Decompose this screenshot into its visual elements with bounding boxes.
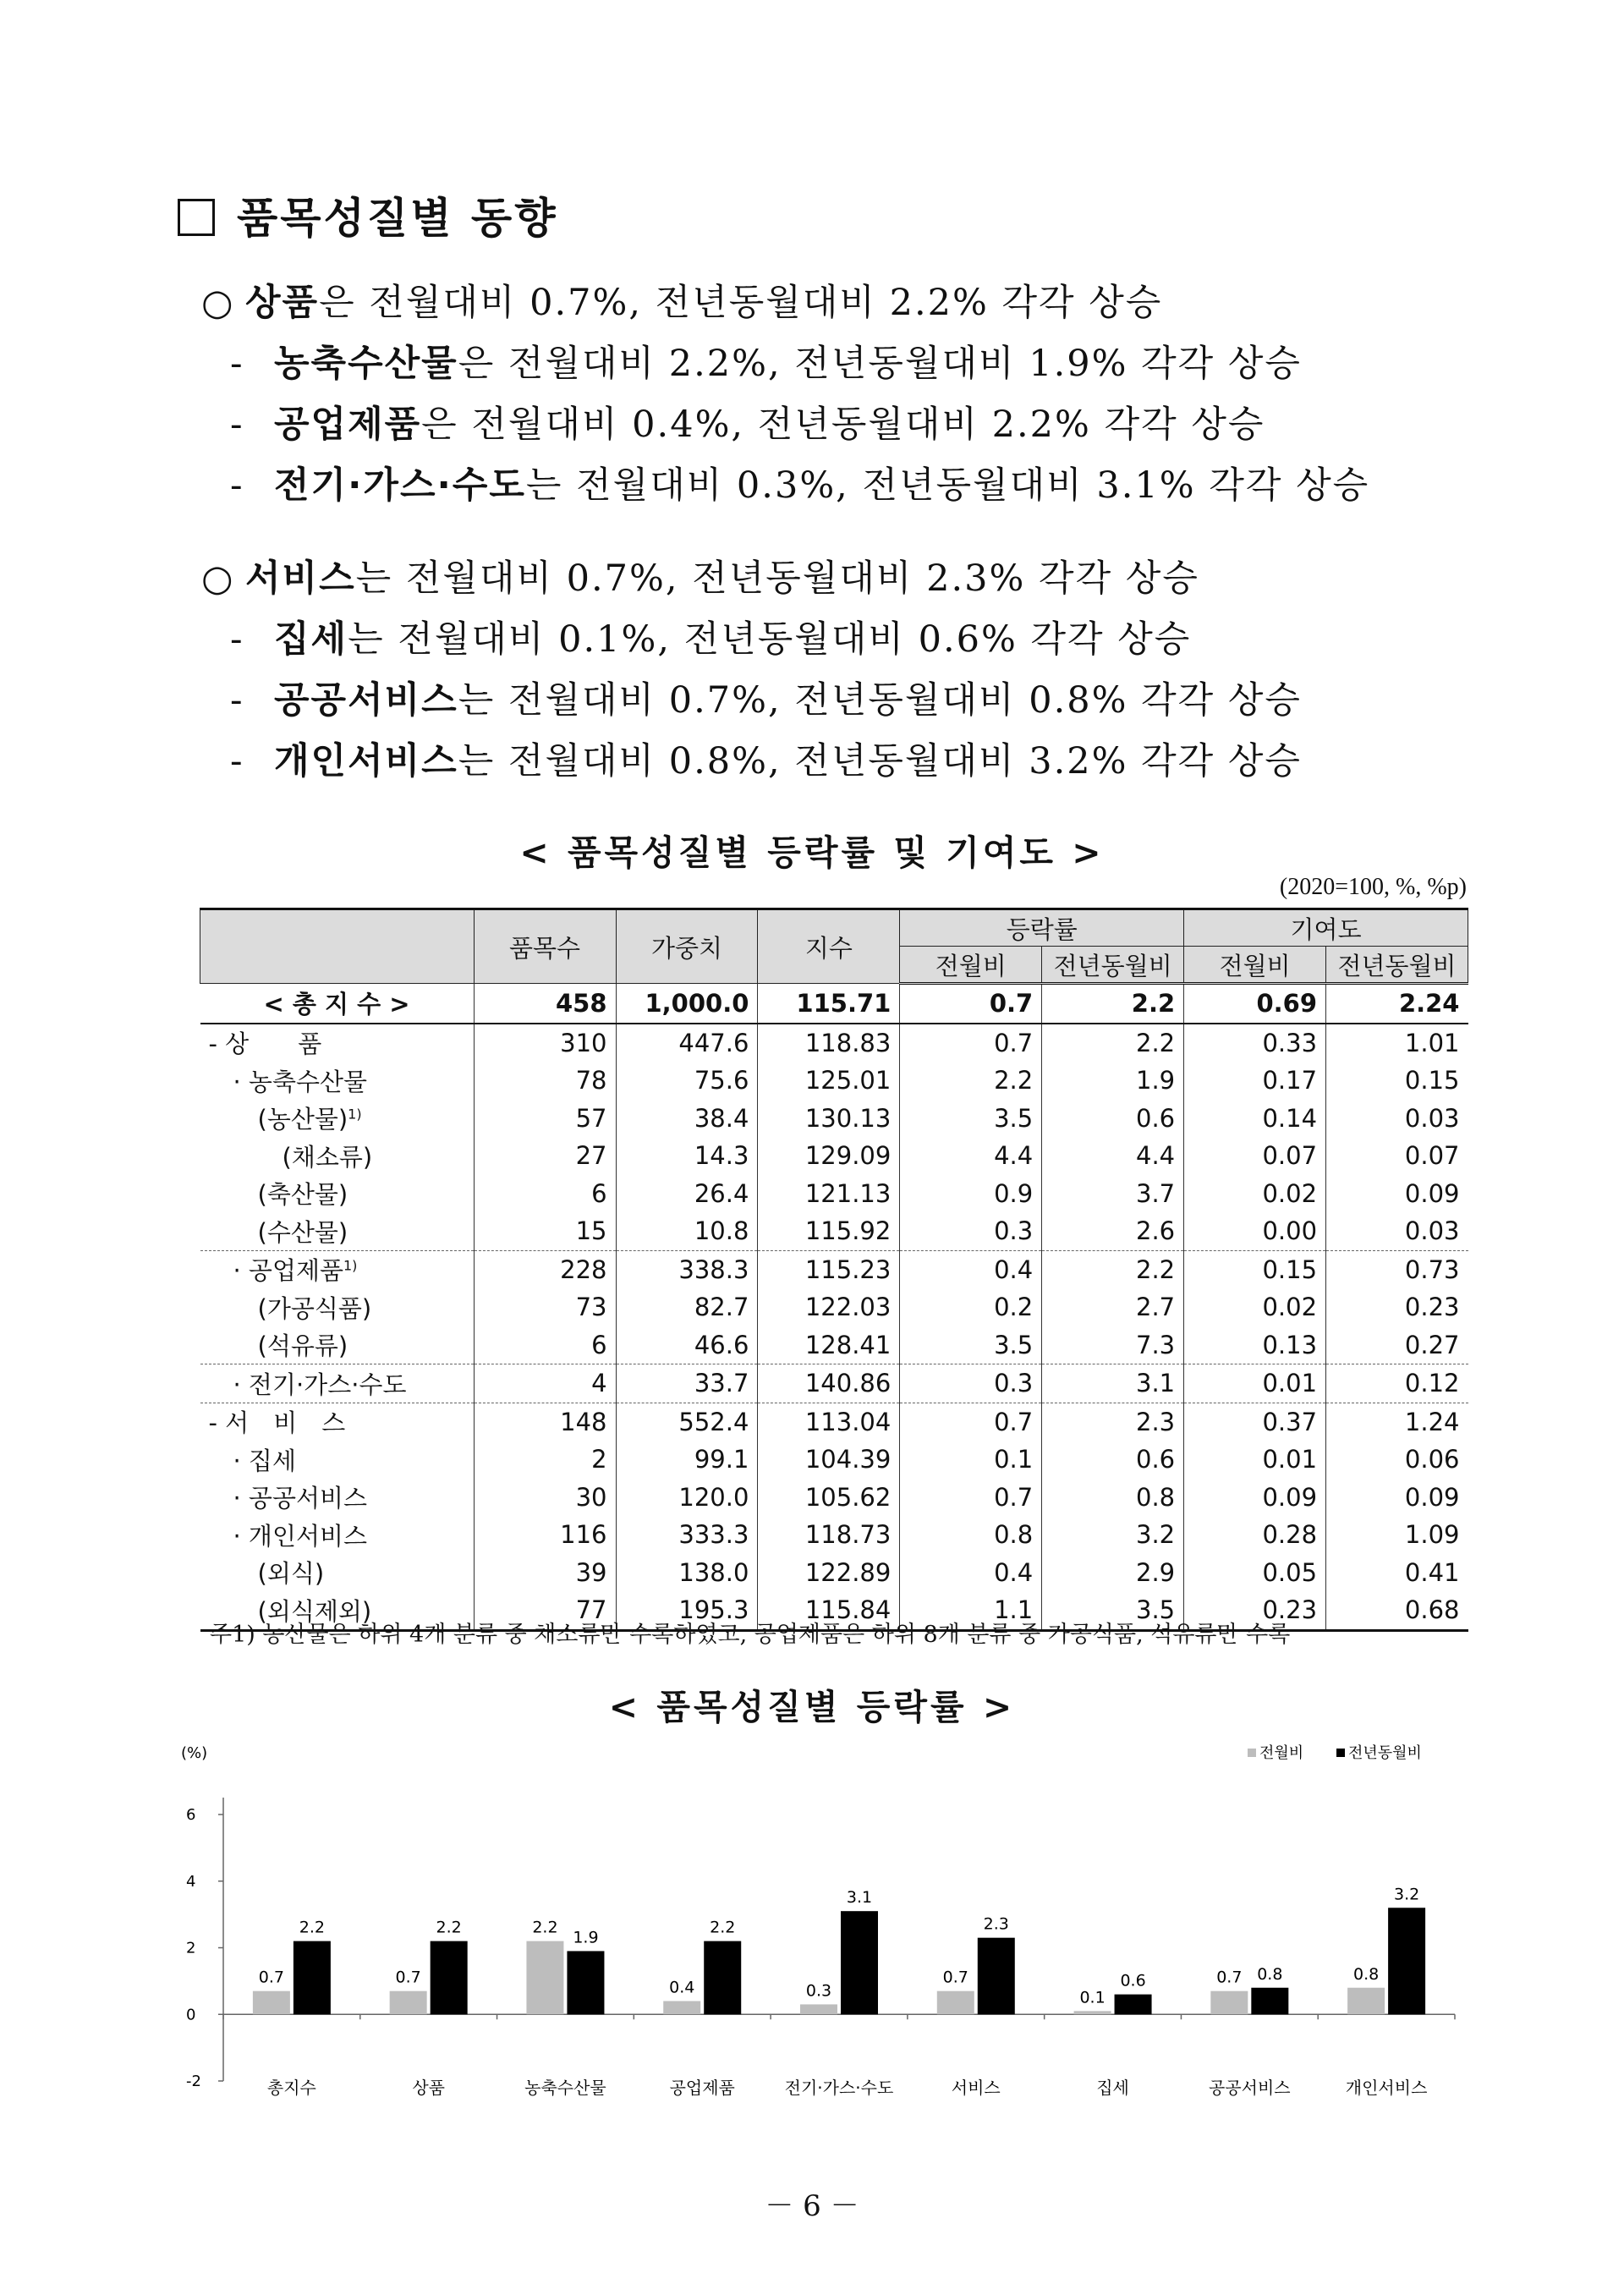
table-cell: 0.07 [1184,1137,1326,1175]
header-contribution: 기여도 [1184,909,1468,947]
page-number: － 6 － [765,2189,859,2223]
data-label: 0.8 [1353,1964,1380,1984]
table-cell: 105.62 [758,1479,900,1517]
table-cell: 33.7 [616,1364,758,1403]
x-category-label: 서비스 [951,2078,1001,2098]
table-cell: 138.0 [616,1554,758,1592]
row-label [200,1288,475,1326]
table-cell: 0.33 [1184,1024,1326,1062]
header-contrib-mom: 전월비 [1184,947,1326,984]
table-cell: 75.6 [616,1062,758,1100]
table-cell: 0.05 [1184,1554,1326,1592]
table-cell: 1.24 [1326,1403,1468,1441]
row-label [200,1479,475,1517]
circle-bullet-icon: ○ [201,557,235,600]
table-cell: 115.23 [758,1250,900,1288]
table-cell: 38.4 [616,1100,758,1138]
table-cell: 333.3 [616,1516,758,1554]
legend-label: 전월비 [1259,1744,1304,1762]
table-cell: 3.7 [1042,1175,1184,1213]
row-label-text: · 공업제품 [208,1256,343,1286]
footnote-marker: 1) [343,1257,358,1274]
table-cell: 0.09 [1326,1175,1468,1213]
bar-mom [253,1991,290,2015]
dash-bullet: - [230,343,244,385]
table-cell: 4.4 [900,1137,1042,1175]
table-cell: 27 [474,1137,616,1175]
x-category-label: 공업제품 [669,2078,735,2098]
row-label [200,1175,475,1213]
bar-chart [161,1734,1463,2123]
table-cell: 0.17 [1184,1062,1326,1100]
bar-yoy [567,1951,604,2014]
footnote-marker: 1) [348,1106,362,1123]
table-cell: 0.23 [1326,1288,1468,1326]
table-cell: 0.7 [900,1403,1042,1441]
table-cell: 1.09 [1326,1516,1468,1554]
table-cell: 0.2 [900,1288,1042,1326]
data-label: 0.6 [1120,1971,1146,1990]
table-cell: 128.41 [758,1326,900,1364]
table-cell: 0.00 [1184,1212,1326,1250]
row-label [200,1441,475,1479]
table-cell: 122.03 [758,1288,900,1326]
table-cell: 552.4 [616,1403,758,1441]
table-cell: 0.73 [1326,1250,1468,1288]
table-cell: 0.15 [1184,1250,1326,1288]
table-cell: 2 [474,1441,616,1479]
data-label: 2.2 [436,1918,462,1937]
x-category-label: 농축수산물 [524,2078,606,2098]
table-cell: 2.2 [1042,984,1184,1024]
table-cell: 78 [474,1062,616,1100]
table-cell: 0.02 [1184,1288,1326,1326]
table-cell: 0.03 [1326,1100,1468,1138]
bar-yoy [978,1938,1015,2015]
header-index: 지수 [758,909,900,984]
table-row [200,1212,1468,1250]
header-change-mom: 전월비 [900,947,1042,984]
dash-bullet: - [230,740,244,782]
data-label: 2.2 [710,1918,736,1937]
row-label [200,984,475,1024]
table-cell: 73 [474,1288,616,1326]
table-cell: 0.37 [1184,1403,1326,1441]
summary-bullets [196,272,1369,792]
table-cell: 7.3 [1042,1326,1184,1364]
bar-mom [526,1941,563,2015]
table-cell: 0.12 [1326,1364,1468,1403]
table-caption: < 품목성질별 등락률 및 기여도 > [519,832,1105,873]
dash-bullet: - [230,618,244,661]
row-label-text: · 공공서비스 [208,1484,368,1513]
data-label: 0.8 [1257,1964,1283,1984]
row-label [200,1554,475,1592]
table-cell: 140.86 [758,1364,900,1403]
x-category-label: 총지수 [266,2078,316,2098]
row-label [200,1024,475,1062]
data-label: 0.7 [942,1968,968,1987]
table-cell: 0.06 [1326,1441,1468,1479]
table-cell: 0.27 [1326,1326,1468,1364]
table-cell: 3.2 [1042,1516,1184,1554]
table-row [200,1288,1468,1326]
bullet-agri [196,333,1369,394]
bullet-term: 공공서비스 [274,679,458,722]
bullet-text: 는 전월대비 0.7%, 전년동월대비 2.3% 각각 상승 [355,557,1199,600]
table-cell: 0.14 [1184,1100,1326,1138]
table-cell: 120.0 [616,1479,758,1517]
bar-yoy [841,1911,878,2014]
table-cell: 118.83 [758,1024,900,1062]
table-cell: 77 [474,1591,616,1630]
bar-mom [937,1991,974,2015]
table-cell: 26.4 [616,1175,758,1213]
bar-mom [800,2004,837,2014]
dash-bullet: - [230,464,244,507]
table-cell: 2.9 [1042,1554,1184,1592]
table-cell: 2.6 [1042,1212,1184,1250]
table-row [200,1403,1468,1441]
row-label-text: - 상 품 [208,1029,322,1059]
bullet-text: 는 전월대비 0.3%, 전년동월대비 3.1% 각각 상승 [525,464,1370,507]
bullet-term: 서비스 [245,557,356,600]
bar-yoy [1251,1988,1288,2015]
legend-swatch [1248,1749,1256,1757]
table-cell: 99.1 [616,1441,758,1479]
table-cell: 118.73 [758,1516,900,1554]
bullet-text: 은 전월대비 2.2%, 전년동월대비 1.9% 각각 상승 [458,343,1302,385]
table-cell: 0.09 [1184,1479,1326,1517]
section-heading [178,184,558,245]
table-cell: 458 [474,984,616,1024]
bar-mom [390,1991,427,2015]
table-cell: 0.15 [1326,1062,1468,1100]
row-label-text: (농산물) [208,1105,348,1134]
table-cell: 46.6 [616,1326,758,1364]
table-row [200,1250,1468,1288]
section-title: 품목성질별 동향 [237,193,558,243]
table-row [200,1137,1468,1175]
dash-bullet: - [230,404,244,446]
row-label-text: · 전기·가스·수도 [208,1370,407,1399]
table-cell: 125.01 [758,1062,900,1100]
table-cell: 0.02 [1184,1175,1326,1213]
header-change: 등락률 [900,909,1184,947]
table-cell: 0.03 [1326,1212,1468,1250]
row-label [200,1062,475,1100]
data-label: 3.2 [1394,1885,1420,1904]
bar-yoy [704,1941,741,2015]
table-row [200,1326,1468,1364]
data-label: 1.9 [573,1928,599,1947]
table-cell: 0.13 [1184,1326,1326,1364]
table-cell: 57 [474,1100,616,1138]
row-label [200,1137,475,1175]
table-cell: 122.89 [758,1554,900,1592]
data-label: 0.3 [805,1981,832,2001]
table-cell: 0.41 [1326,1554,1468,1592]
table-row [200,1100,1468,1138]
table-cell: 6 [474,1175,616,1213]
table-cell: 1.9 [1042,1062,1184,1100]
table-cell: 2.2 [900,1062,1042,1100]
table-cell: 130.13 [758,1100,900,1138]
data-label: 0.1 [1079,1988,1106,2007]
data-label: 0.7 [1216,1968,1243,1987]
table-cell: 2.2 [1042,1250,1184,1288]
table-cell: 0.8 [900,1516,1042,1554]
table-cell: 113.04 [758,1403,900,1441]
table-footnote: 주1) 농산물은 하위 4개 분류 중 채소류만 수록하였고, 공업제품은 하위 8개 분류 중 가공식품, 석유류만 수록 [210,1622,1291,1648]
table-cell: 228 [474,1250,616,1288]
table-cell: 129.09 [758,1137,900,1175]
y-axis-unit: (%) [181,1744,208,1762]
bar-mom [1347,1988,1385,2015]
dash-bullet: - [230,679,244,722]
row-label [200,1100,475,1138]
table-cell: 115.84 [758,1591,900,1630]
table-cell: 0.69 [1184,984,1326,1024]
bullet-utilities [196,455,1369,516]
checkbox-square-icon [178,199,215,236]
table-cell: 338.3 [616,1250,758,1288]
table-cell: 1.01 [1326,1024,1468,1062]
table-cell: 0.7 [900,1024,1042,1062]
table-cell: 310 [474,1024,616,1062]
bar-mom [663,2001,700,2015]
table-cell: 14.3 [616,1137,758,1175]
table-cell: 195.3 [616,1591,758,1630]
table-row [200,1554,1468,1592]
table-row [200,1516,1468,1554]
y-tick-label: 2 [186,1939,196,1957]
x-category-label: 공공서비스 [1209,2078,1291,2098]
table-cell: 0.01 [1184,1364,1326,1403]
header-change-yoy: 전년동월비 [1042,947,1184,984]
table-cell: 1.1 [900,1591,1042,1630]
table-cell: 1,000.0 [616,984,758,1024]
table-cell: 3.5 [1042,1591,1184,1630]
table-cell: 2.7 [1042,1288,1184,1326]
bullet-term: 공업제품 [274,404,422,446]
table-cell: 0.23 [1184,1591,1326,1630]
bullet-term: 개인서비스 [274,740,458,782]
table-cell: 0.9 [900,1175,1042,1213]
row-label-text: · 집세 [208,1446,296,1475]
table-cell: 0.3 [900,1364,1042,1403]
y-tick-label: 0 [186,2006,196,2024]
bullet-personal-services [196,731,1369,792]
bullet-term: 집세 [274,618,348,661]
bullet-industrial [196,394,1369,455]
circle-bullet-icon: ○ [201,282,235,324]
table-row [200,1062,1468,1100]
data-label: 0.7 [258,1968,284,1987]
data-label: 3.1 [846,1888,873,1908]
table-cell: 116 [474,1516,616,1554]
table-cell: 148 [474,1403,616,1441]
table-cell: 15 [474,1212,616,1250]
table-cell: 0.7 [900,1479,1042,1517]
bar-yoy [1115,1995,1152,2015]
row-label [200,1212,475,1250]
row-label [200,1403,475,1441]
y-tick-label: 4 [186,1872,196,1891]
table-row [200,1024,1468,1062]
stats-table [200,908,1468,1632]
x-category-label: 전기·가스·수도 [784,2078,894,2098]
header-weight: 가중치 [616,909,758,984]
x-category-label: 상품 [412,2078,445,2098]
bullet-text: 은 전월대비 0.4%, 전년동월대비 2.2% 각각 상승 [421,404,1265,446]
table-cell: 104.39 [758,1441,900,1479]
table-cell: 0.4 [900,1250,1042,1288]
y-tick-label: 6 [186,1806,196,1824]
legend-swatch [1336,1749,1345,1757]
bullet-public-services [196,670,1369,731]
table-cell: 0.7 [900,984,1042,1024]
row-label-text: (수산물) [208,1217,348,1247]
data-label: 0.7 [395,1968,421,1987]
table-row [200,984,1468,1024]
table-row [200,1364,1468,1403]
data-label: 0.4 [669,1978,695,1997]
table-cell: 121.13 [758,1175,900,1213]
bullet-text: 는 전월대비 0.8%, 전년동월대비 3.2% 각각 상승 [458,740,1302,782]
table-cell: 0.1 [900,1441,1042,1479]
table-cell: 0.07 [1326,1137,1468,1175]
table-cell: 0.4 [900,1554,1042,1592]
table-cell: 447.6 [616,1024,758,1062]
row-label-text: (석유류) [208,1331,348,1361]
bar-mom [1210,1991,1248,2015]
table-cell: 4.4 [1042,1137,1184,1175]
bullet-text: 은 전월대비 0.7%, 전년동월대비 2.2% 각각 상승 [319,282,1163,324]
table-cell: 115.71 [758,984,900,1024]
header-items: 품목수 [474,909,616,984]
data-label: 2.3 [983,1914,1009,1934]
table-cell: 3.5 [900,1100,1042,1138]
bar-mom [1074,2011,1111,2014]
row-label [200,1326,475,1364]
header-contrib-yoy: 전년동월비 [1326,947,1468,984]
row-label [200,1250,475,1288]
row-label-text: < 총 지 수 > [263,990,410,1019]
table-cell: 0.09 [1326,1479,1468,1517]
table-cell: 4 [474,1364,616,1403]
table-row [200,1175,1468,1213]
chart-caption: < 품목성질별 등락률 > [608,1687,1016,1727]
row-label-text: (외식) [208,1559,325,1589]
bullet-term: 상품 [245,282,320,324]
row-label-text: - 서 비 스 [208,1408,346,1438]
x-category-label: 집세 [1096,2078,1129,2098]
table-cell: 0.3 [900,1212,1042,1250]
row-label-text: · 농축수산물 [208,1067,368,1096]
table-cell: 0.6 [1042,1100,1184,1138]
row-label-text: (축산물) [208,1180,348,1210]
row-label-text: (채소류) [208,1142,373,1172]
table-cell: 2.2 [1042,1024,1184,1062]
bullet-services [196,548,1369,609]
table-row [200,1479,1468,1517]
row-label-text: (외식제외) [208,1596,372,1626]
table-row [200,1441,1468,1479]
table-cell: 10.8 [616,1212,758,1250]
bullet-term: 전기·가스·수도 [274,464,526,507]
data-label: 2.2 [532,1918,558,1937]
bullet-text: 는 전월대비 0.7%, 전년동월대비 0.8% 각각 상승 [458,679,1302,722]
row-label [200,1364,475,1403]
data-label: 2.2 [299,1918,325,1937]
table-cell: 0.28 [1184,1516,1326,1554]
table-cell: 3.1 [1042,1364,1184,1403]
bullet-term: 농축수산물 [274,343,458,385]
bar-yoy [1388,1908,1425,2014]
bullet-goods [196,272,1369,333]
bar-yoy [294,1941,331,2015]
header-category [200,909,475,984]
bullet-rent [196,609,1369,670]
table-cell: 115.92 [758,1212,900,1250]
table-cell: 6 [474,1326,616,1364]
table-cell: 0.01 [1184,1441,1326,1479]
table-unit: (2020=100, %, %p) [1279,874,1467,900]
table-cell: 0.6 [1042,1441,1184,1479]
table-cell: 3.5 [900,1326,1042,1364]
table-cell: 30 [474,1479,616,1517]
table-cell: 0.8 [1042,1479,1184,1517]
table-cell: 39 [474,1554,616,1592]
bar-yoy [431,1941,468,2015]
row-label [200,1516,475,1554]
table-cell: 2.24 [1326,984,1468,1024]
x-category-label: 개인서비스 [1345,2078,1428,2098]
row-label-text: · 개인서비스 [208,1521,368,1551]
table-cell: 0.68 [1326,1591,1468,1630]
bullet-text: 는 전월대비 0.1%, 전년동월대비 0.6% 각각 상승 [348,618,1192,661]
y-tick-label: -2 [186,2073,201,2090]
table-cell: 82.7 [616,1288,758,1326]
legend-label: 전년동월비 [1348,1744,1422,1762]
row-label-text: (가공식품) [208,1293,372,1323]
table-cell: 2.3 [1042,1403,1184,1441]
